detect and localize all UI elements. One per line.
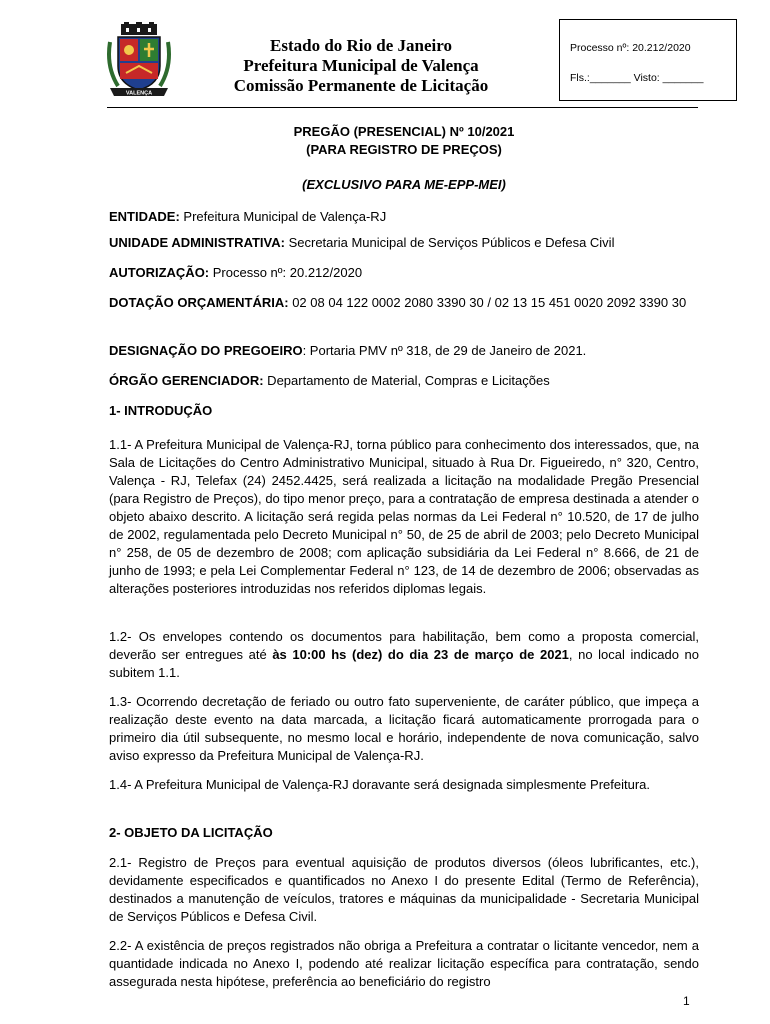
field-entidade	[109, 208, 699, 226]
field-designacao	[109, 342, 699, 360]
doc-exclusive: (EXCLUSIVO PARA ME-EPP-MEI)	[302, 177, 506, 192]
header-commission: Comissão Permanente de Licitação	[233, 76, 489, 95]
fls-visto: Fls.:_______ Visto: _______	[570, 72, 704, 84]
doc-title: PREGÃO (PRESENCIAL) Nº 10/2021	[293, 124, 515, 139]
field-label: DESIGNAÇÃO DO PREGOEIRO	[109, 343, 303, 358]
paragraph-1-3: 1.3- Ocorrendo decretação de feriado ou outro fato superveniente, de caráter público, que impeça a realização deste evento na data marcada, a licitação ficará automaticamente prorrogada para o primeiro dia útil subsequente, no mesmo local e horário, independente de nova comunicação, salvo aviso expresso da Prefeitura Municipal de Valença-RJ.	[109, 694, 699, 763]
process-number: Processo nº: 20.212/2020	[570, 42, 691, 54]
header-prefecture: Prefeitura Municipal de Valença	[243, 56, 479, 75]
field-value: : Portaria PMV nº 318, de 29 de Janeiro de 2021.	[302, 343, 587, 358]
field-orgao	[109, 372, 699, 390]
page-number: 1	[683, 994, 690, 1008]
letterhead	[196, 36, 526, 96]
doc-subtitle: (PARA REGISTRO DE PREÇOS)	[306, 142, 502, 157]
process-box	[559, 19, 737, 101]
field-dotacao	[109, 294, 699, 312]
header-state: Estado do Rio de Janeiro	[270, 36, 452, 55]
paragraph-2-1: 2.1- Registro de Preços para eventual aquisição de produtos diversos (óleos lubrificantes, etc.), devidamente especificados e quantificados no Anexo I do presente Edital (Termo de Referência), destinados a manutenção de veículos, tratores e máquinas da municipalidade - Secretaria Municipal de Serviços Públicos e Defesa Civil.	[109, 855, 699, 924]
field-unidade	[109, 234, 699, 252]
field-autorizacao	[109, 264, 699, 282]
field-label: AUTORIZAÇÃO:	[109, 265, 210, 280]
paragraph-2-2: 2.2- A existência de preços registrados não obriga a Prefeitura a contratar o licitante vencedor, nem a quantidade indicada no Anexo I, podendo até realizar licitação específica para contratação, sendo assegurada nesta hipótese, preferência ao beneficiário do registro	[109, 938, 699, 989]
paragraph-1-4: 1.4- A Prefeitura Municipal de Valença-RJ doravante será designada simplesmente Prefeitura.	[109, 777, 650, 792]
header-divider	[107, 107, 698, 108]
paragraph-1-1: 1.1- A Prefeitura Municipal de Valença-RJ, torna público para conhecimento dos interessados, que, na Sala de Licitações do Centro Administrativo Municipal, situado à Rua Dr. Figueiredo, n° 320, Centro, Valença - RJ, Telefax (24) 2452.4425, será realizada a licitação na modalidade Pregão Presencial (para Registro de Preços), do tipo menor preço, para a contratação de empresa destinada a atender o objeto abaixo descrito. A licitação será regida pelas normas da Lei Federal n° 10.520, de 17 de julho de 2002, regulamentada pelo Decreto Municipal n° 50, de 25 de abril de 2003; pelo Decreto Municipal n° 258, de 05 de dezembro de 2008; com aplicação subsidiária da Lei Federal n° 8.666, de 21 de junho de 1993; e pela Lei Complementar Federal n° 123, de 14 de dezembro de 2006; observadas as alterações posteriores introduzidas nos referidos diplomas legais.	[109, 437, 699, 596]
field-label: UNIDADE ADMINISTRATIVA:	[109, 235, 285, 250]
coat-of-arms-icon	[104, 22, 174, 100]
field-value: Processo nº: 20.212/2020	[209, 265, 363, 280]
paragraph-text: , no local indicado no subitem 1.1.	[109, 647, 699, 680]
field-value: Departamento de Material, Compras e Licitações	[263, 373, 550, 388]
crest-ribbon-text: VALENÇA	[125, 90, 153, 97]
paragraph-text: 1.2- Os envelopes contendo os documentos para habilitação, bem como a proposta comercial, deverão ser entregues até	[109, 629, 699, 662]
section-heading: 2- OBJETO DA LICITAÇÃO	[109, 825, 273, 840]
field-label: ÓRGÃO GERENCIADOR:	[109, 373, 264, 388]
field-label: DOTAÇÃO ORÇAMENTÁRIA:	[109, 295, 289, 310]
field-label: ENTIDADE:	[109, 209, 180, 224]
section-heading: 1- INTRODUÇÃO	[109, 403, 213, 418]
field-value: Secretaria Municipal de Serviços Públicos e Defesa Civil	[284, 235, 615, 250]
paragraph-1-2	[109, 628, 699, 682]
deadline-text: às 10:00 hs (dez) do dia 23 de março de 2021	[272, 647, 569, 662]
field-value: Prefeitura Municipal de Valença-RJ	[179, 209, 387, 224]
field-value: 02 08 04 122 0002 2080 3390 30 / 02 13 15 451 0020 2092 3390 30	[288, 295, 687, 310]
